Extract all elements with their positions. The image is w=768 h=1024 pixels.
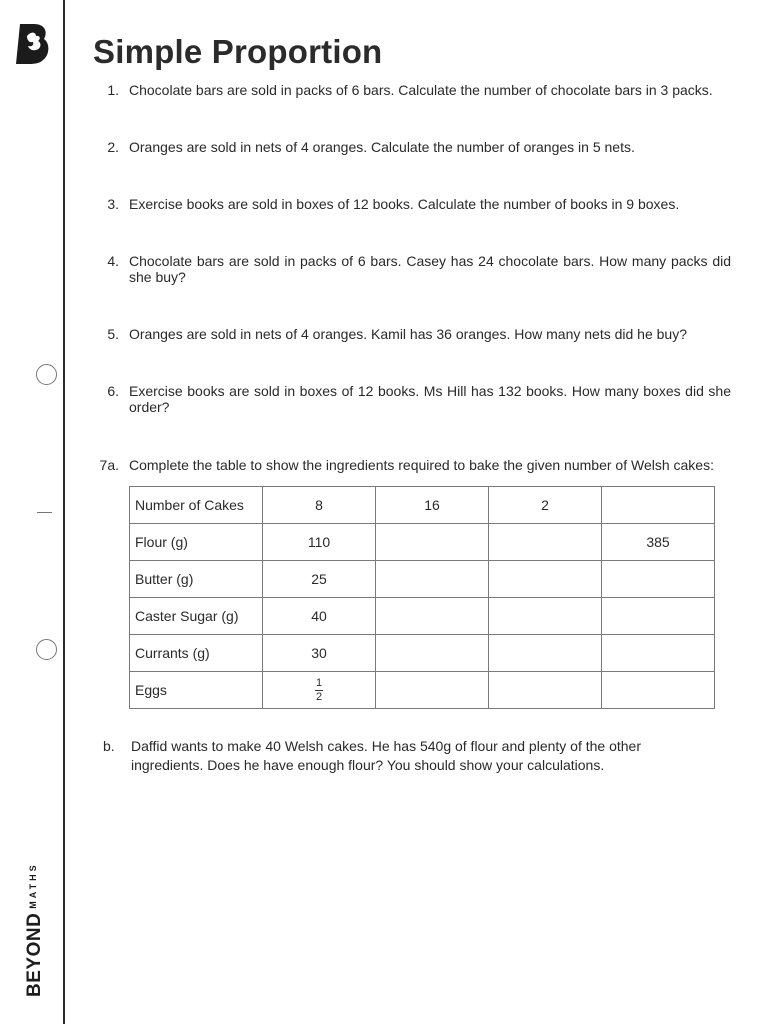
question-number: 3. (107, 196, 119, 212)
fraction-half (315, 678, 323, 703)
question-text: Daffid wants to make 40 Welsh cakes. He has 540g of flour and plenty of the other ingredients. Does he have enough flour? You should show your calculations. (131, 738, 642, 773)
table-cell (602, 487, 715, 524)
question-number: b. (103, 738, 115, 754)
question-text: Chocolate bars are sold in packs of 6 bars. Calculate the number of chocolate bars in 3 packs. (129, 82, 713, 98)
fraction-numerator: 1 (315, 676, 323, 689)
row-label: Currants (g) (130, 635, 263, 672)
table-row (130, 598, 715, 635)
question-text: Exercise books are sold in boxes of 12 books. Calculate the number of books in 9 boxes. (129, 196, 680, 212)
table-cell (602, 635, 715, 672)
question-number: 6. (107, 383, 119, 399)
page-title: Simple Proportion (93, 33, 383, 70)
table-cell (489, 598, 602, 635)
fold-mark (37, 512, 52, 513)
question-item (90, 253, 731, 285)
table-cell (489, 524, 602, 561)
table-cell: 25 (263, 561, 376, 598)
ingredients-table (129, 486, 715, 709)
row-label: Caster Sugar (g) (130, 598, 263, 635)
question-number: 7a. (99, 457, 119, 473)
table-row (130, 672, 715, 709)
table-cell: 2 (489, 487, 602, 524)
table-cell (376, 524, 489, 561)
table-cell (376, 598, 489, 635)
question-item (90, 82, 731, 98)
table-cell (602, 672, 715, 709)
brand-name: BEYOND (24, 912, 45, 997)
table-cell (602, 598, 715, 635)
question-item (90, 457, 731, 473)
table-cell: 8 (263, 487, 376, 524)
row-label: Eggs (130, 672, 263, 709)
table-cell (376, 672, 489, 709)
table-row (130, 487, 715, 524)
table-cell (263, 672, 376, 709)
question-number: 5. (107, 326, 119, 342)
table-cell: 30 (263, 635, 376, 672)
punch-hole-marker (36, 364, 57, 385)
question-item (90, 326, 731, 342)
table-cell: 110 (263, 524, 376, 561)
table-cell: 40 (263, 598, 376, 635)
question-text: Oranges are sold in nets of 4 oranges. Calculate the number of oranges in 5 nets. (129, 139, 635, 155)
table-cell (602, 561, 715, 598)
question-number: 4. (107, 253, 119, 269)
question-number: 1. (107, 82, 119, 98)
table-row (130, 561, 715, 598)
table-cell (376, 635, 489, 672)
question-item (90, 383, 731, 415)
table-cell: 16 (376, 487, 489, 524)
question-text: Exercise books are sold in boxes of 12 books. Ms Hill has 132 books. How many boxes did she order? (129, 383, 731, 415)
margin-line (63, 0, 65, 1024)
table-row (130, 635, 715, 672)
question-number: 2. (107, 139, 119, 155)
brand-wordmark (23, 862, 46, 997)
question-text: Chocolate bars are sold in packs of 6 bars. Casey has 24 chocolate bars. How many packs did she buy? (129, 253, 731, 285)
question-item (90, 139, 731, 155)
table-cell (489, 561, 602, 598)
table-cell (376, 561, 489, 598)
table-cell: 385 (602, 524, 715, 561)
brand-sub: MATHS (28, 862, 38, 909)
question-text: Oranges are sold in nets of 4 oranges. Kamil has 36 oranges. How many nets did he buy? (129, 326, 687, 342)
row-label: Flour (g) (130, 524, 263, 561)
table-cell (489, 672, 602, 709)
punch-hole-marker (36, 639, 57, 660)
table-cell (489, 635, 602, 672)
row-label: Butter (g) (130, 561, 263, 598)
question-item (90, 196, 731, 212)
question-text: Complete the table to show the ingredients required to bake the given number of Welsh cakes: (129, 457, 714, 473)
row-label: Number of Cakes (130, 487, 263, 524)
beyond-logo-icon (14, 22, 52, 66)
question-b (103, 737, 703, 775)
table-row (130, 524, 715, 561)
fraction-denominator: 2 (315, 690, 323, 703)
